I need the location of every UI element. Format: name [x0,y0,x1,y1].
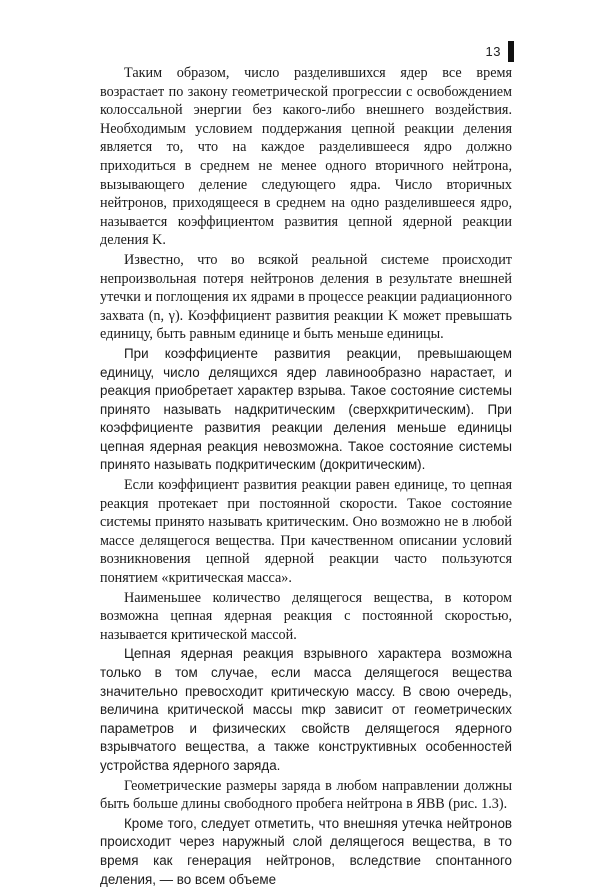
paragraph-1: Таким образом, число разделившихся ядер все время возрастает по закону геометрической прогрессии с освобождением колоссальной энергии без какого-либо внешнего воздействия. Необходимым условием поддержания цепной реакции деления является то, что на каждое разделившееся ядро должно приходиться в среднем не менее одного вторичного нейтрона, вызывающего деление следующего ядра. Число вторичных нейтронов, приходящееся в среднем на одно разделившееся ядро, называется коэффициентом развития цепной ядерной реакции деления K. [100,65,512,249]
paragraph-2: Известно, что во всякой реальной системе происходит непроизвольная потеря нейтронов деления в результате внешней утечки и поглощения их ядрами в процессе реакции радиационного захвата (n, γ). Коэффициент развития реакции K может превышать единицу, быть равным единице и быть меньше единицы. [100,251,512,343]
paragraph-5: Наименьшее количество делящегося вещества, в котором возможна цепная ядерная реакция с постоянной скоростью, называется критической массой. [100,589,512,643]
page-number: 13 [485,44,501,59]
paragraph-6: Цепная ядерная реакция взрывного характера возможна только в том случае, если масса делящегося вещества значительно превосходит критическую массу. В свою очередь, величина критической массы mкр зависит от геометрических параметров и физических свойств делящегося ядерного взрывчатого вещества, а также конструктивных особенностей устройства ядерного заряда. [100,646,512,773]
page-header [486,41,514,62]
paragraph-4: Если коэффициент развития реакции равен единице, то цепная реакция протекает при постоянной скорости. Такое состояние системы принято называть критическим. Оно возможно не в любой массе делящегося вещества. При качественном описании условий возникновения цепной ядерной реакции часто пользуются понятием «критическая масса». [100,477,512,587]
paragraph-3: При коэффициенте развития реакции, превышающем единицу, число делящихся ядер лавинообразно нарастает, и реакция приобретает характер взрыва. Такое состояние системы принято называть надкритическим (сверхкритическим). При коэффициенте развития реакции деления меньше единицы цепная ядерная реакция невозможна. Такое состояние системы принято называть подкритическим (докритическим). [100,345,512,473]
page-marker-bar [508,41,514,62]
body-text [100,64,512,889]
paragraph-7: Геометрические размеры заряда в любом направлении должны быть больше длины свободного пробега нейтрона в ЯВВ (рис. 1.3). [100,777,512,813]
paragraph-8: Кроме того, следует отметить, что внешняя утечка нейтронов происходит через наружный слой делящегося вещества, в то время как генерация нейтронов, вследствие спонтанного деления, — во всем объеме [100,815,512,887]
